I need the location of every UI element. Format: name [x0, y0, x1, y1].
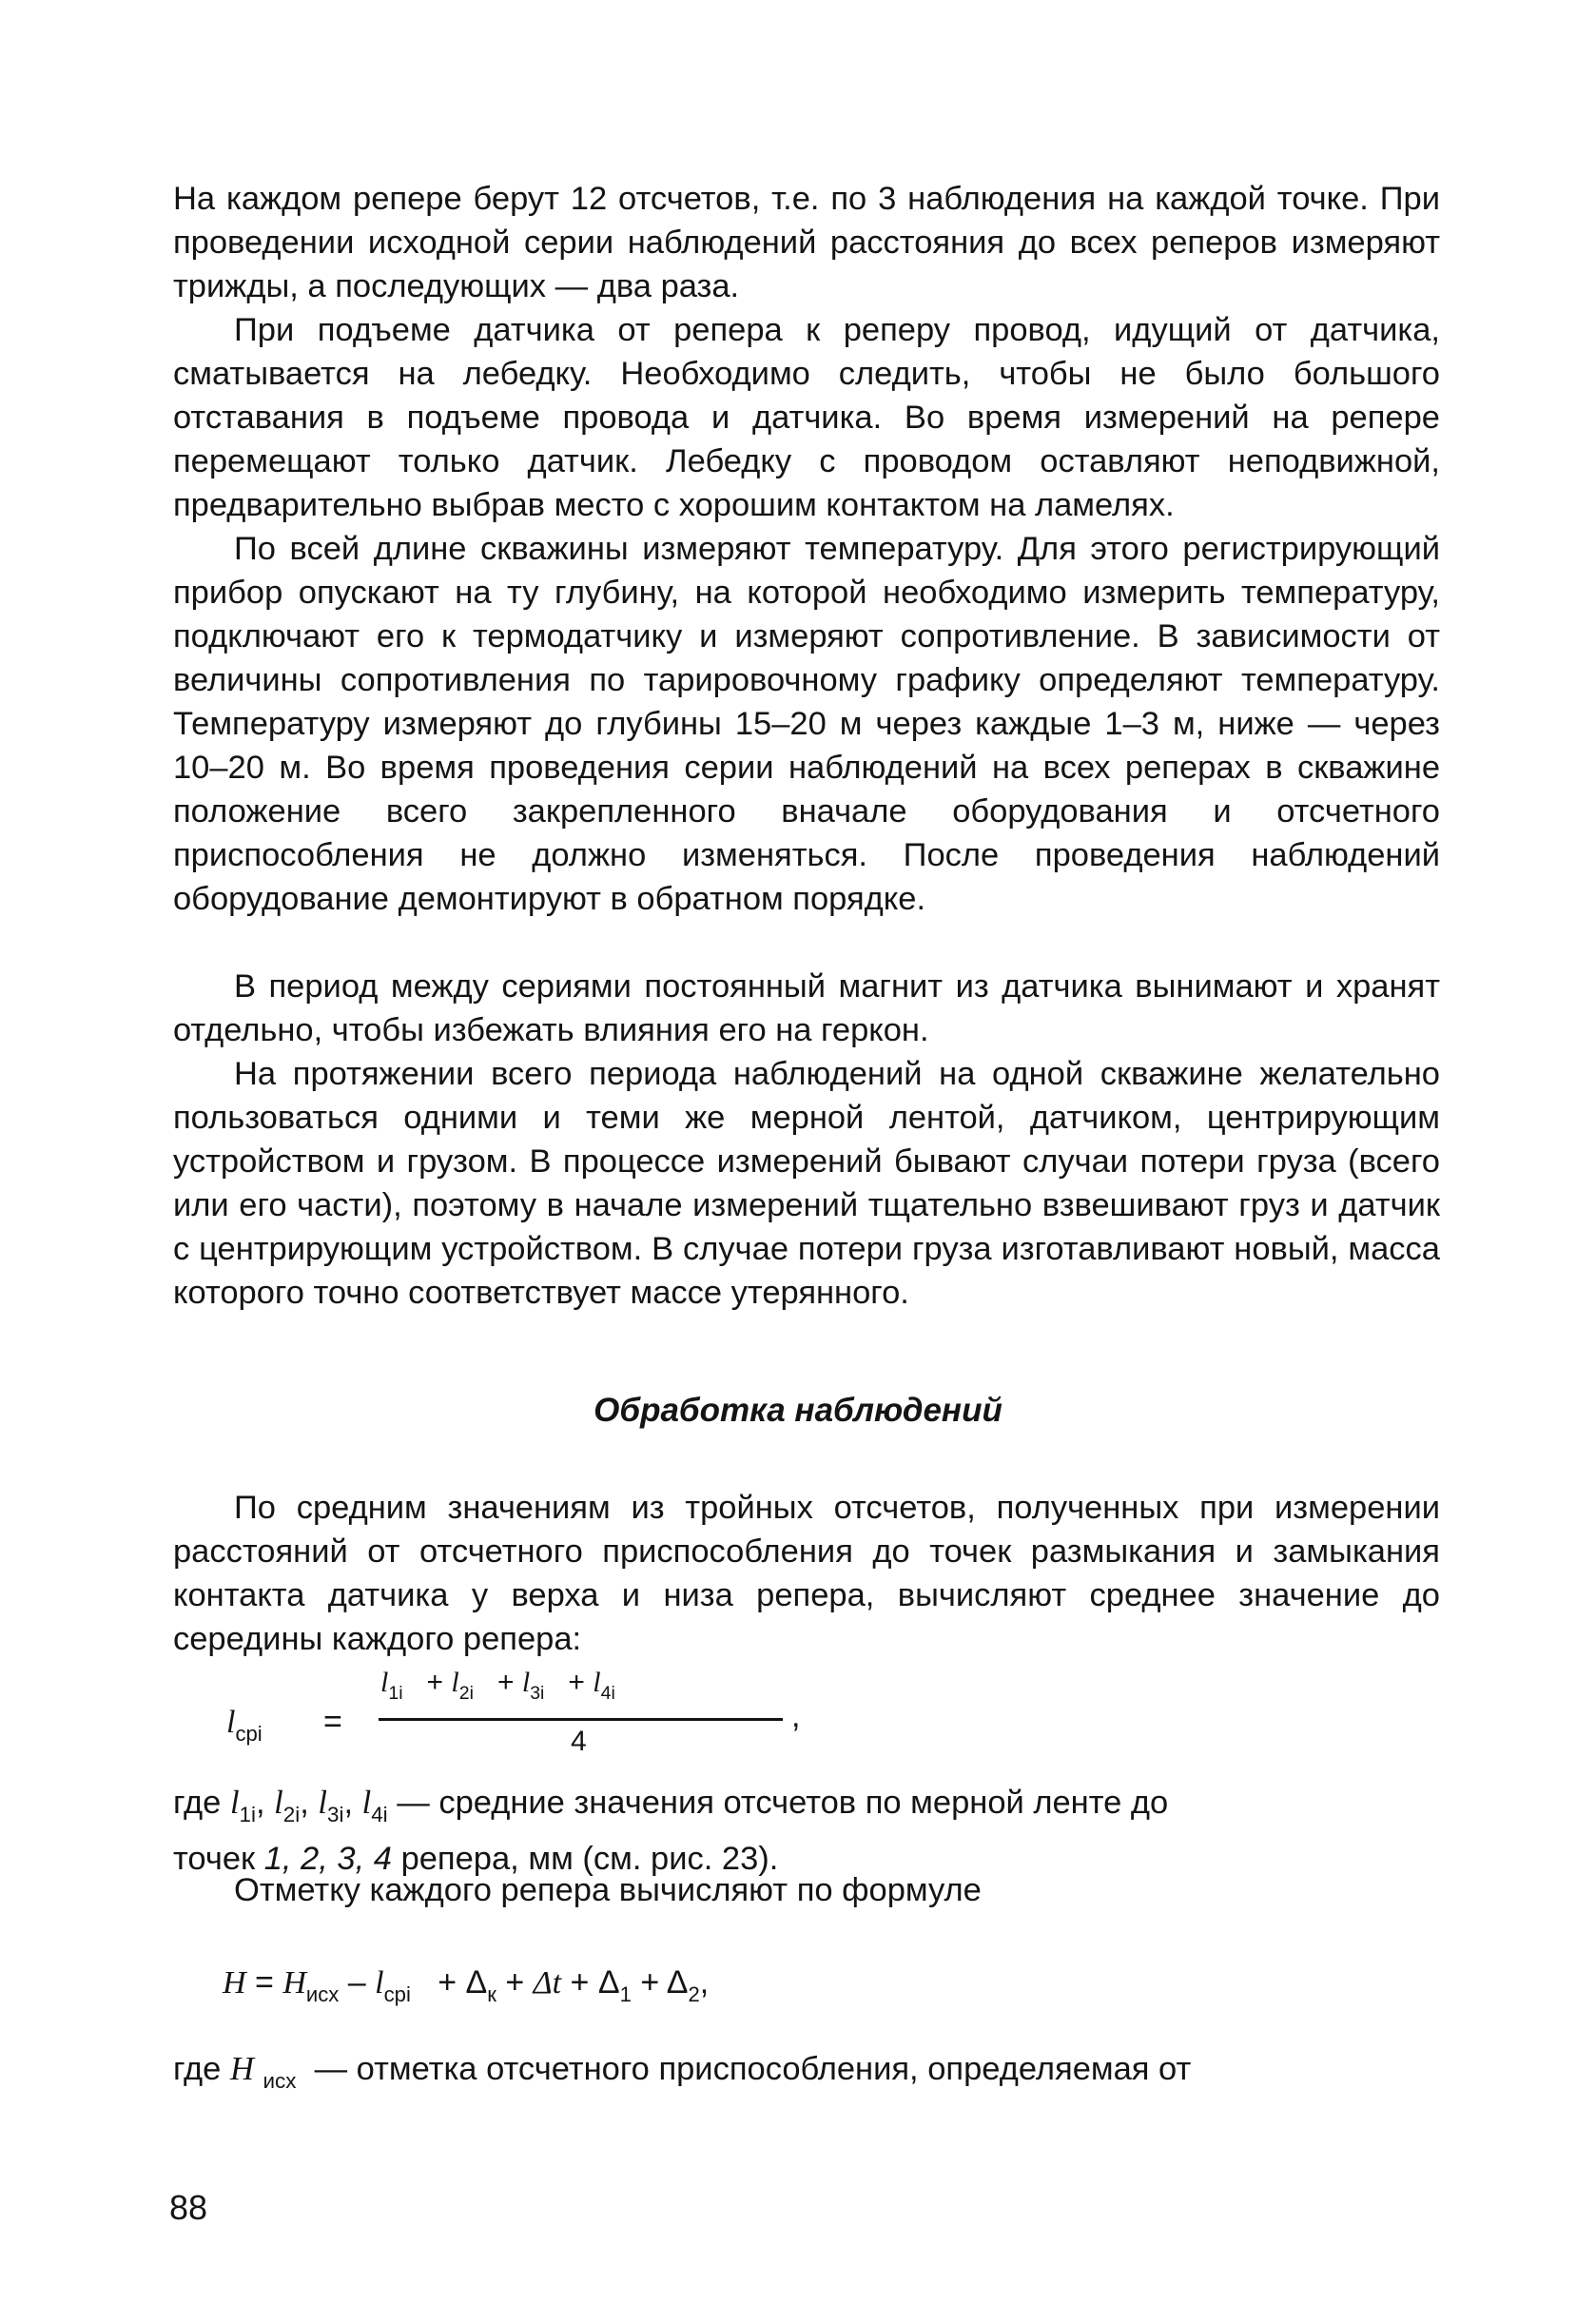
section-heading: Обработка наблюдений: [594, 1392, 1002, 1429]
paragraph-1: На каждом репере берут 12 отсчетов, т.е. по 3 наблюдения на каждой точке. При проведении исходной серии наблюдений расстояния до всех реперов измеряют трижды, а последующих — два раза.: [173, 181, 1440, 304]
formula-mean-comma: ,: [791, 1698, 801, 1734]
page-number: 88: [169, 2188, 208, 2227]
paragraph-2: При подъеме датчика от репера к реперу провод, идущий от датчика, сматывается на лебедку. Необходимо следить, чтобы не было большого отставания в подъеме провода и датчика. Во время измерений на репере перемещают только датчик. Лебедку с проводом оставляют неподвижной, предварительно выбрав место с хорошим контактом на ламелях.: [173, 312, 1440, 523]
formula-mean-equals: =: [323, 1704, 342, 1740]
formula-elevation: $H = H_{исх} - l_{срi}$ + $\Delta_к + \Delta t + \Delta_1 + \Delta_2$,: [223, 1964, 710, 2006]
paragraph-3: По всей длине скважины измеряют температуру. Для этого регистрирующий прибор опускают на ту глубину, на которой необходимо измерить температуру, подключают его к термодатчику и измеряют сопротивление. В зависимости от величины сопротивления по тарировочному графику определяют температуру. Температуру измеряют до глубины 15–20 м через каждые 1–3 м, ниже — через 10–20 м. Во время проведения серии наблюдений на всех реперах в скважине положение всего закрепленного вначале оборудования и отсчетного приспособления не должно изменяться. После проведения наблюдений оборудование демонтируют в обратном порядке.: [173, 531, 1440, 917]
formula-mean-explanation: где $l_{1i}$, $l_{2i}$, $l_{3i}$, $l_{4i}$ — средние значения отсчетов по мерной ленте до точек 1, 2, 3, 4 репера, мм (см. рис. 23).: [173, 1785, 1169, 1877]
paragraph-5: На протяжении всего периода наблюдений на одной скважине желательно пользоваться одними и теми же мерной лентой, датчиком, центрирующим устройством и грузом. В процессе измерений бывают случаи потери груза (всего или его части), поэтому в начале измерений тщательно взвешивают груз и датчик с центрирующим устройством. В случае потери груза изготавливают новый, масса которого точно соответствует массе утерянного.: [173, 1056, 1440, 1311]
formula-elevation-explanation: где H $_{исх}$ — отметка отсчетного приспособления, определяемая от: [173, 2051, 1192, 2093]
formula-mean-denominator: 4: [571, 1726, 587, 1757]
paragraph-6: По средним значениям из тройных отсчетов, полученных при измерении расстояний от отсчетного приспособления до точек размыкания и замыкания контакта датчика у верха и низа репера, вычисляют среднее значение до середины каждого репера:: [173, 1490, 1440, 1657]
paragraph-7: Отметку каждого репера вычисляют по формуле: [234, 1872, 982, 1908]
paragraph-4: В период между сериями постоянный магнит из датчика вынимают и хранят отдельно, чтобы избежать влияния его на геркон.: [173, 968, 1440, 1048]
formula-mean-fraction-bar: [379, 1718, 783, 1721]
formula-mean-lhs: $l_{срi}$: [226, 1705, 263, 1746]
formula-mean-numerator: $l_{1i}$ + $l_{2i}$ + $l_{3i}$ + $l_{4i}$: [380, 1667, 615, 1704]
